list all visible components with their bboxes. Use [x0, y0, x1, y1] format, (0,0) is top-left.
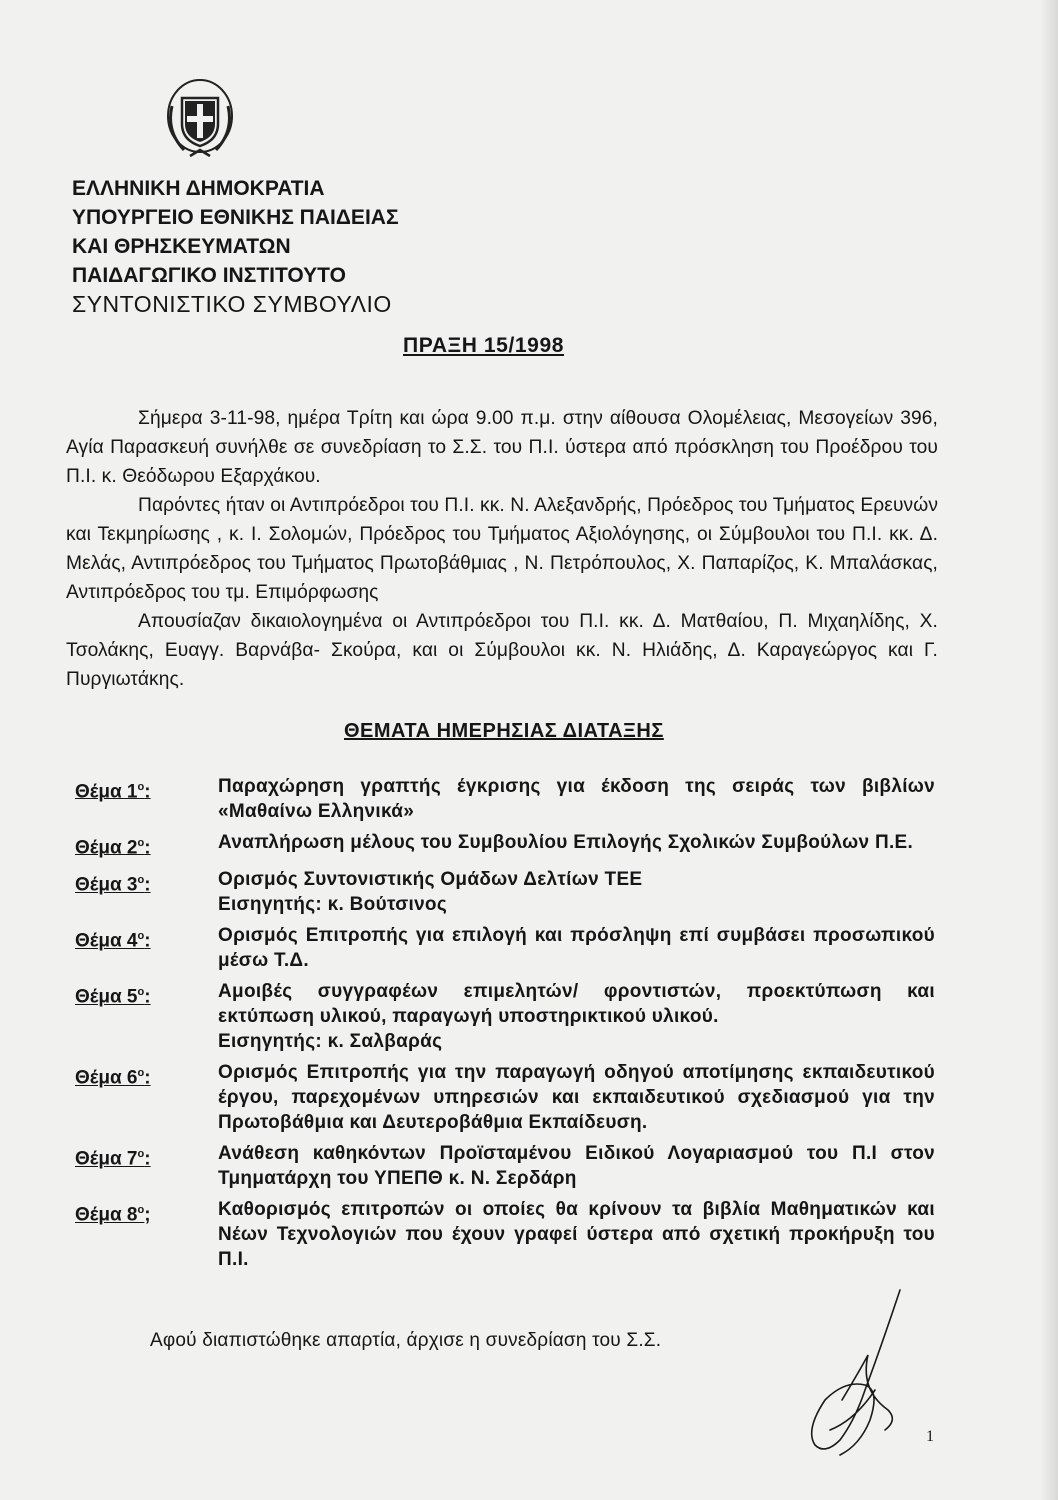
agenda-item-label-text: Θέμα 1: [75, 781, 138, 803]
agenda-item: [75, 1141, 935, 1191]
agenda-item-body: [218, 830, 935, 861]
agenda-item-label-text: Θέμα 7: [75, 1148, 138, 1170]
agenda-item-label: [75, 1060, 218, 1135]
agenda-title: ΘΕΜΑΤΑ ΗΜΕΡΗΣΙΑΣ ΔΙΑΤΑΞΗΣ: [344, 720, 664, 742]
agenda-item: [75, 867, 935, 917]
agenda-item: [75, 1197, 935, 1272]
closing-text: Αφού διαπιστώθηκε απαρτία, άρχισε η συνεδρίαση του Σ.Σ.: [150, 1330, 662, 1351]
header-line: ΥΠΟΥΡΓΕΙΟ ΕΘΝΙΚΗΣ ΠΑΙΔΕΙΑΣ: [72, 206, 399, 229]
agenda-item-text: Ορισμός Επιτροπής για την παραγωγή οδηγού αποτίμησης εκπαιδευτικού έργου, παρεχομένων υπηρεσιών και εκπαιδευτικού σχεδιασμού για την Πρωτοβάθμια και Δευτεροβάθμια Εκπαίδευση.: [218, 1062, 935, 1134]
page-number: 1: [926, 1428, 934, 1445]
agenda-item-ordinal: ο: [137, 837, 145, 849]
greek-coat-of-arms-icon: [160, 76, 240, 166]
header-line: ΚΑΙ ΘΡΗΣΚΕΥΜΑΤΩΝ: [72, 235, 291, 258]
agenda-item-label-text: Θέμα 4: [75, 930, 138, 952]
page-edge-shadow: [1040, 0, 1058, 1500]
agenda-item-ordinal: ο: [137, 930, 145, 943]
agenda-item-body: [218, 923, 935, 973]
agenda-item-label: [75, 867, 218, 917]
agenda-item-label-text: Θέμα 6: [75, 1067, 138, 1089]
agenda-item-suffix: :: [144, 781, 151, 803]
agenda-item-rapporteur: Εισηγητής: κ. Βούτσινος: [218, 894, 448, 916]
issuer-header: [72, 174, 399, 319]
agenda-item-suffix: :: [144, 837, 151, 859]
intro-text: [66, 404, 938, 694]
agenda-item: [75, 774, 935, 824]
agenda-item: [75, 979, 935, 1054]
agenda-list: [75, 774, 935, 1278]
agenda-item-label-text: Θέμα 3: [75, 874, 138, 896]
agenda-item-suffix: :: [144, 1067, 151, 1089]
agenda-item-suffix: :: [144, 874, 151, 896]
agenda-item-ordinal: ο: [137, 1148, 145, 1161]
agenda-item-label: [75, 1141, 218, 1191]
agenda-item-rapporteur: Εισηγητής: κ. Σαλβαράς: [218, 1031, 443, 1053]
agenda-item-ordinal: ο: [137, 1067, 145, 1080]
agenda-item-label: [75, 923, 218, 973]
agenda-item-ordinal: ο: [137, 781, 145, 793]
agenda-item-body: [218, 1197, 935, 1272]
agenda-item-label-text: Θέμα 2: [75, 837, 138, 859]
agenda-item: [75, 1060, 935, 1135]
agenda-item-text: Ανάθεση καθηκόντων Προϊσταμένου Ειδικού Λογαριασμού του Π.Ι στον Τμηματάρχη του ΥΠΕΠΘ κ. Ν. Σερδάρη: [218, 1143, 935, 1190]
document-title: ΠΡΑΞΗ 15/1998: [403, 334, 565, 357]
agenda-item-text: Ορισμός Επιτροπής για επιλογή και πρόσληψη επί συμβάσει προσωπικού μέσω Τ.Δ.: [218, 925, 935, 972]
agenda-item-body: [218, 979, 935, 1054]
agenda-item: [75, 923, 935, 973]
handwritten-signature: [770, 1270, 940, 1470]
agenda-item-body: [218, 1141, 935, 1191]
agenda-item-body: [218, 867, 935, 917]
agenda-item-text: Παραχώρηση γραπτής έγκρισης για έκδοση της σειράς των βιβλίων «Μαθαίνω Ελληνικά»: [218, 776, 935, 822]
agenda-item-text: Καθορισμός επιτροπών οι οποίες θα κρίνουν τα βιβλία Μαθηματικών και Νέων Τεχνολογιών που έχουν γραφεί ύστερα από σχετική προκήρυξη του Π.Ι.: [218, 1199, 935, 1271]
agenda-item-ordinal: ο: [137, 1204, 145, 1217]
agenda-item-suffix: :: [144, 1148, 151, 1170]
intro-paragraph: Σήμερα 3-11-98, ημέρα Τρίτη και ώρα 9.00 π.μ. στην αίθουσα Ολομέλειας, Μεσογείων 396, Αγία Παρασκευή συνήλθε σε συνεδρίαση το Σ.Σ. του Π.Ι. ύστερα από πρόσκληση του Προέδρου του Π.Ι. κ. Θεόδωρου Εξαρχάκου.: [66, 408, 938, 487]
agenda-item-text: Αμοιβές συγγραφέων επιμελητών/ φροντιστών, προεκτύπωση και εκτύπωση υλικού, παραγωγή υποστηρικτικού υλικού.: [218, 981, 935, 1028]
agenda-item-label: [75, 979, 218, 1054]
agenda-item-body: [218, 1060, 935, 1135]
header-line: ΣΥΝΤΟΝΙΣΤΙΚΟ ΣΥΜΒΟΥΛΙΟ: [72, 291, 392, 317]
agenda-item-suffix: :: [144, 930, 151, 952]
agenda-item-body: [218, 774, 935, 824]
agenda-item-ordinal: ο: [137, 874, 145, 887]
agenda-item-suffix: ;: [144, 1204, 151, 1226]
agenda-item-label: [75, 1197, 218, 1272]
agenda-item-label-text: Θέμα 5: [75, 986, 138, 1008]
agenda-item-label-text: Θέμα 8: [75, 1204, 138, 1226]
agenda-item-suffix: :: [144, 986, 151, 1008]
header-line: ΕΛΛΗΝΙΚΗ ΔΗΜΟΚΡΑΤΙΑ: [72, 177, 325, 200]
header-line: ΠΑΙΔΑΓΩΓΙΚΟ ΙΝΣΤΙΤΟΥΤΟ: [72, 264, 346, 287]
agenda-item-text: Αναπλήρωση μέλους του Συμβουλίου Επιλογής Σχολικών Συμβούλων Π.Ε.: [218, 832, 914, 853]
agenda-item-label: [75, 774, 218, 824]
agenda-item-text: Ορισμός Συντονιστικής Ομάδων Δελτίων ΤΕΕ: [218, 869, 643, 891]
agenda-item: [75, 830, 935, 861]
agenda-item-ordinal: ο: [137, 986, 145, 999]
intro-paragraph: Απουσίαζαν δικαιολογημένα οι Αντιπρόεδροι του Π.Ι. κκ. Δ. Ματθαίου, Π. Μιχαηλίδης, Χ. Τσολάκης, Ευαγγ. Βαρνάβα- Σκούρα, και οι Σύμβουλοι κκ. Ν. Ηλιάδης, Δ. Καραγεώργος και Γ. Πυργιωτάκης.: [66, 611, 938, 690]
agenda-item-label: [75, 830, 218, 861]
intro-paragraph: Παρόντες ήταν οι Αντιπρόεδροι του Π.Ι. κκ. Ν. Αλεξανδρής, Πρόεδρος του Τμήματος Ερευνών και Τεκμηρίωσης , κ. Ι. Σολομών, Πρόεδρος του Τμήματος Αξιολόγησης, οι Σύμβουλοι του Π.Ι. κκ. Δ. Μελάς, Αντιπρόεδρος του Τμήματος Πρωτοβάθμιας , Ν. Πετρόπουλος, Χ. Παπαρίζος, Κ. Μπαλάσκας, Αντιπρόεδρος του τμ. Επιμόρφωσης: [66, 495, 939, 603]
